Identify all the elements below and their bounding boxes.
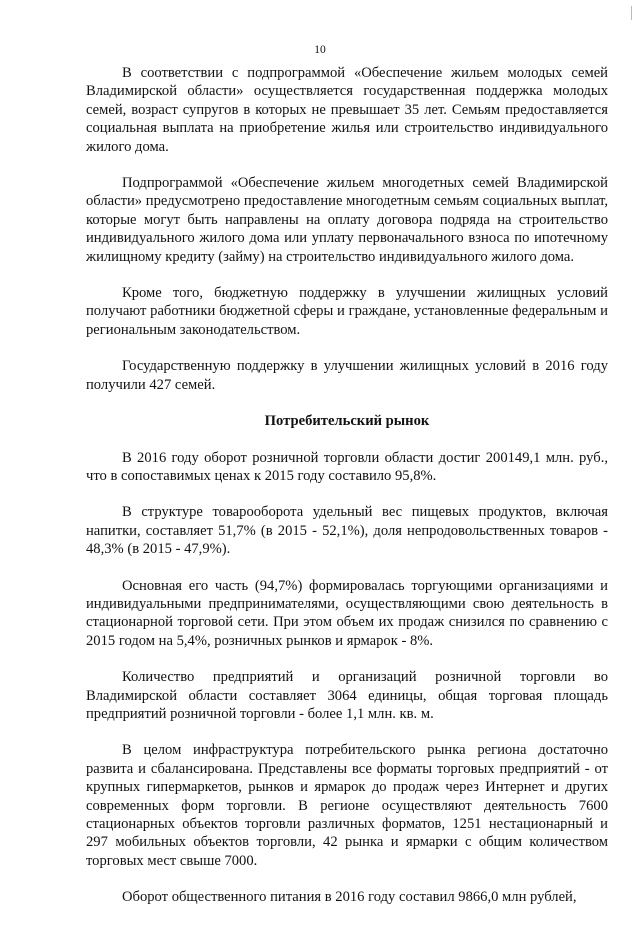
- paragraph-infrastructure: В целом инфраструктура потребительского рынка региона достаточно развита и сбалансирована. Представлены все форматы торговых предприятий - от крупных гипермаркетов, рынков и ярмарок до продаж через Интернет и других современных форм торговли. В регионе осуществляют деятельность 7600 стационарных объектов торговли различных форматов, 1251 нестационарный и 297 мобильных объектов торговли, 42 рынка и ярмарки с общим количеством торговых мест свыше 7000.: [86, 742, 608, 869]
- section-heading-consumer-market: Потребительский рынок: [264, 413, 430, 430]
- scan-edge-mark: [625, 6, 632, 20]
- paragraph-catering: Оборот общественного питания в 2016 году составил 9866,0 млн рублей,: [122, 889, 577, 906]
- paragraph-enterprise-count: Количество предприятий и организаций розничной торговли во Владимирской области составляет 3064 единицы, общая торговая площадь предприятий розничной торговли - более 1,1 млн. кв. м.: [86, 669, 608, 722]
- document-body: [86, 64, 608, 925]
- paragraph-large-families: Подпрограммой «Обеспечение жильем многодетных семей Владимирской области» предусмотрено предоставление многодетным семьям социальных выплат, которые могут быть направлены на оплату договора подряда на строительство индивидуального жилого дома или уплату первоначального взноса по ипотечному жилищному кредиту (займу) на строительство индивидуального жилого дома.: [86, 175, 608, 265]
- page-number: 10: [314, 44, 326, 56]
- paragraph-stationary-network: Основная его часть (94,7%) формировалась торгующими организациями и индивидуальными предпринимателями, осуществляющими свою деятельность в стационарной торговой сети. При этом объем их продаж снизился по сравнению с 2015 годом на 5,4%, розничных рынков и ярмарок - 8%.: [86, 577, 608, 649]
- paragraph-support-2016: Государственную поддержку в улучшении жилищных условий в 2016 году получили 427 семей.: [86, 358, 608, 393]
- paragraph-budget-support: Кроме того, бюджетную поддержку в улучшении жилищных условий получают работники бюджетной сферы и граждане, установленные федеральным и региональным законодательством.: [86, 285, 608, 338]
- paragraph-turnover-structure: В структуре товарооборота удельный вес пищевых продуктов, включая напитки, составляет 51,7% (в 2015 - 52,1%), доля непродовольственных товаров - 48,3% (в 2015 - 47,9%).: [86, 504, 608, 558]
- paragraph-retail-turnover: В 2016 году оборот розничной торговли области достиг 200149,1 млн. руб., что в сопоставимых ценах к 2015 году составило 95,8%.: [86, 449, 608, 484]
- paragraph-young-families: В соответствии с подпрограммой «Обеспечение жильем молодых семей Владимирской области» осуществляется государственная поддержка молодых семей, возраст супругов в которых не превышает 35 лет. Семьям предоставляется социальная выплата на приобретение жилья или строительство индивидуального жилого дома.: [86, 65, 608, 155]
